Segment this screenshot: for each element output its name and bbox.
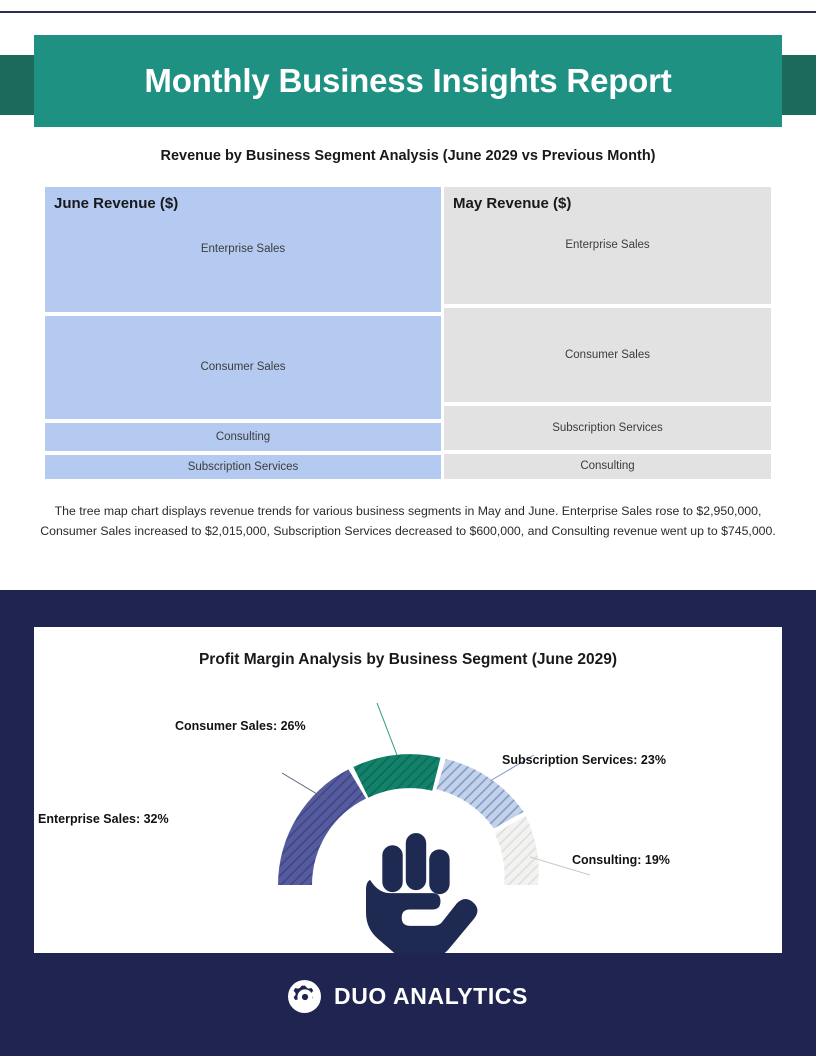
gear-icon — [288, 980, 321, 1013]
treemap-panel-june-label: June Revenue ($) — [54, 195, 179, 212]
treemap-cell-may-consulting[interactable] — [444, 454, 771, 479]
treemap-cell-label: Enterprise Sales — [565, 239, 650, 252]
treemap-cell-may-consumer[interactable] — [444, 308, 771, 402]
gauge-segment-consumer[interactable] — [353, 754, 440, 797]
top-divider — [0, 11, 816, 13]
footer-brand — [0, 980, 816, 1013]
leader-line-consumer — [377, 703, 397, 755]
gauge-label-enterprise: Enterprise Sales: 32% — [38, 812, 169, 826]
treemap-cell-label: Enterprise Sales — [200, 243, 286, 256]
treemap-cell-label: Consulting — [580, 460, 635, 473]
treemap-chart — [45, 187, 771, 479]
treemap-panel-may — [444, 187, 771, 479]
treemap-cell-june-consulting[interactable] — [45, 423, 441, 452]
gauge-segment-consulting[interactable] — [495, 816, 539, 885]
treemap-panel-june — [45, 187, 441, 479]
treemap-cell-label: Subscription Services — [552, 421, 663, 434]
treemap-cell-label: Consumer Sales — [564, 348, 650, 361]
report-title: Monthly Business Insights Report — [144, 62, 672, 99]
gauge-chart-title: Profit Margin Analysis by Business Segment (June 2029) — [198, 651, 618, 668]
treemap-cell-june-consumer[interactable] — [45, 316, 441, 419]
treemap-caption: The tree map chart displays revenue trends for various business segments in May and June. Enterprise Sales rose to $2,950,000, Consumer Sales increased to $2,015,000, Subscription Services decreased to $600,000, and Consulting revenue went up to $745,000. — [40, 504, 776, 538]
treemap-panel-may-label: May Revenue ($) — [453, 195, 572, 212]
treemap-chart-title: Revenue by Business Segment Analysis (June 2029 vs Previous Month) — [160, 148, 656, 164]
treemap-cell-label: Consumer Sales — [200, 361, 286, 374]
brand-name: DUO ANALYTICS — [334, 983, 528, 1009]
open-hand-icon — [366, 833, 477, 953]
header-banner — [34, 35, 782, 127]
gauge-label-subscription: Subscription Services: 23% — [502, 753, 666, 767]
treemap-cell-june-subscription[interactable] — [45, 455, 441, 479]
gauge-segment-enterprise[interactable] — [278, 769, 366, 885]
gauge-label-consumer: Consumer Sales: 26% — [175, 719, 306, 733]
treemap-cell-label: Consulting — [215, 430, 271, 443]
treemap-cell-may-subscription[interactable] — [444, 406, 771, 450]
gauge-label-consulting: Consulting: 19% — [572, 853, 670, 867]
gauge-card — [34, 627, 782, 953]
treemap-cell-label: Subscription Services — [187, 461, 299, 474]
